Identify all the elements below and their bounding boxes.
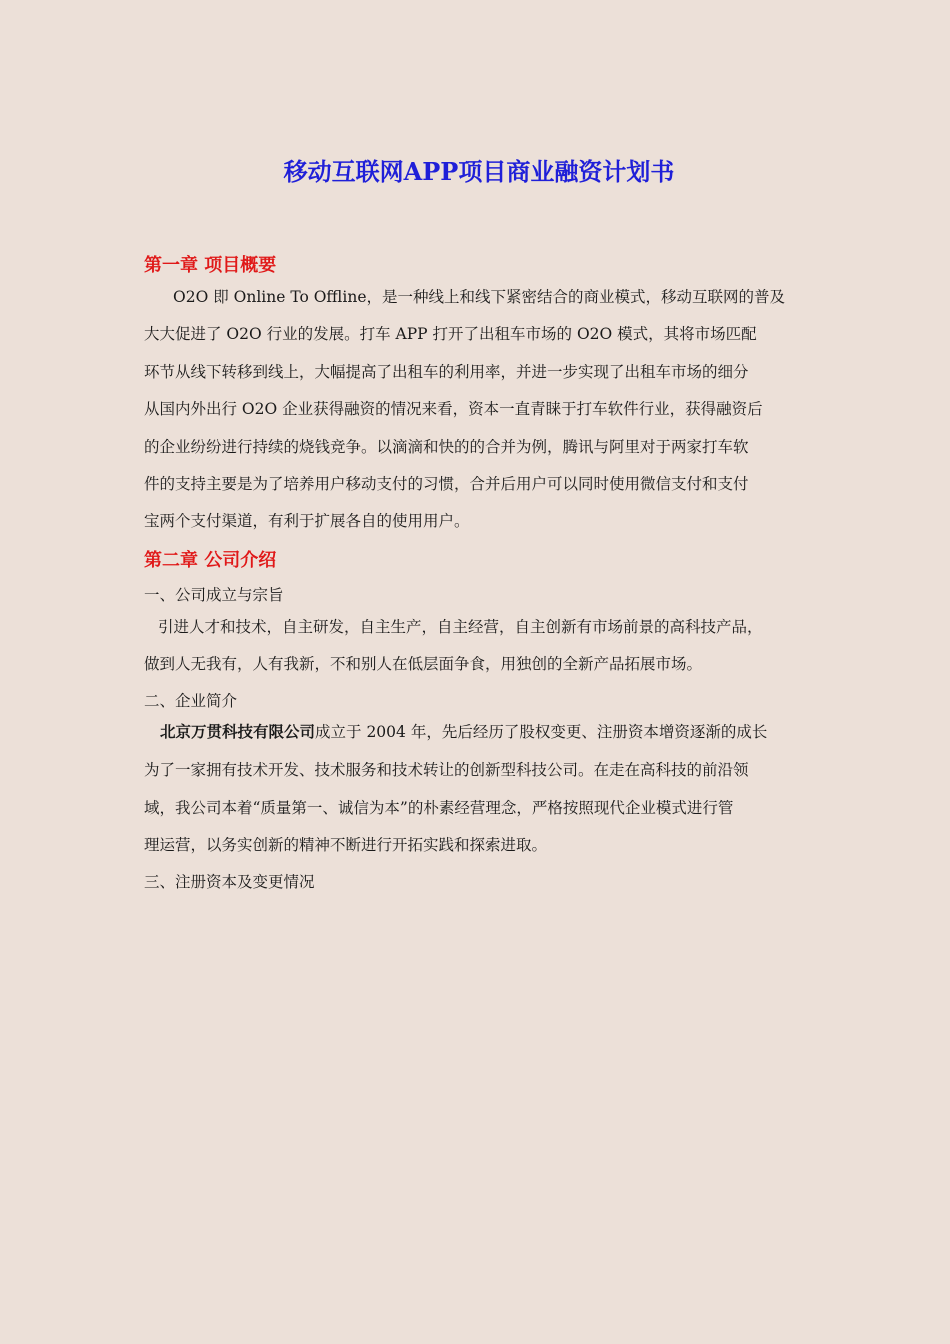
chapter2-heading: 第二章 公司介绍 bbox=[144, 550, 277, 571]
chapter1-heading: 第一章 项目概要 bbox=[144, 255, 277, 276]
section1-line-2: 做到人无我有，人有我新，不和别人在低层面争食，用独创的全新产品拓展市场。 bbox=[144, 655, 703, 673]
section2-heading: 二、企业简介 bbox=[144, 692, 238, 710]
section2-line-4: 理运营，以务实创新的精神不断进行开拓实践和探索进取。 bbox=[144, 836, 548, 854]
chapter1-line-7: 宝两个支付渠道，有利于扩展各自的使用用户。 bbox=[144, 512, 470, 530]
chapter1-line-3: 环节从线下转移到线上，大幅提高了出租车的利用率，并进一步实现了出租车市场的细分 bbox=[144, 363, 749, 381]
chapter1-line-6: 件的支持主要是为了培养用户移动支付的习惯，合并后用户可以同时使用微信支付和支付 bbox=[144, 475, 749, 493]
document-title: 移动互联网APP项目商业融资计划书 bbox=[283, 157, 675, 186]
chapter1-line-5: 的企业纷纷进行持续的烧钱竞争。以滴滴和快的的合并为例，腾讯与阿里对于两家打车软 bbox=[144, 438, 749, 456]
chapter1-line-1: O2O 即 Online To Offline，是一种线上和线下紧密结合的商业模式，移动互联网的普及 bbox=[173, 288, 786, 306]
chapter1-line-2: 大大促进了 O2O 行业的发展。打车 APP 打开了出租车市场的 O2O 模式，其将市场匹配 bbox=[144, 325, 757, 343]
section2-line-2: 为了一家拥有技术开发、技术服务和技术转让的创新型科技公司。在走在高科技的前沿领 bbox=[144, 761, 749, 779]
company-name: 北京万贯科技有限公司 bbox=[160, 722, 316, 741]
chapter1-line-4: 从国内外出行 O2O 企业获得融资的情况来看，资本一直青睐于打车软件行业，获得融资后 bbox=[144, 400, 763, 418]
section3-heading: 三、注册资本及变更情况 bbox=[144, 873, 315, 891]
section2-line-1-rest: 成立于 2004 年，先后经历了股权变更、注册资本增资逐渐的成长 bbox=[315, 723, 768, 741]
section2-line-3: 域，我公司本着“质量第一、诚信为本”的朴素经营理念，严格按照现代企业模式进行管 bbox=[144, 799, 734, 817]
section1-heading: 一、公司成立与宗旨 bbox=[144, 586, 284, 604]
section2-line-1 bbox=[160, 721, 767, 743]
section1-line-1: 引进人才和技术，自主研发，自主生产，自主经营，自主创新有市场前景的高科技产品， bbox=[158, 618, 763, 636]
